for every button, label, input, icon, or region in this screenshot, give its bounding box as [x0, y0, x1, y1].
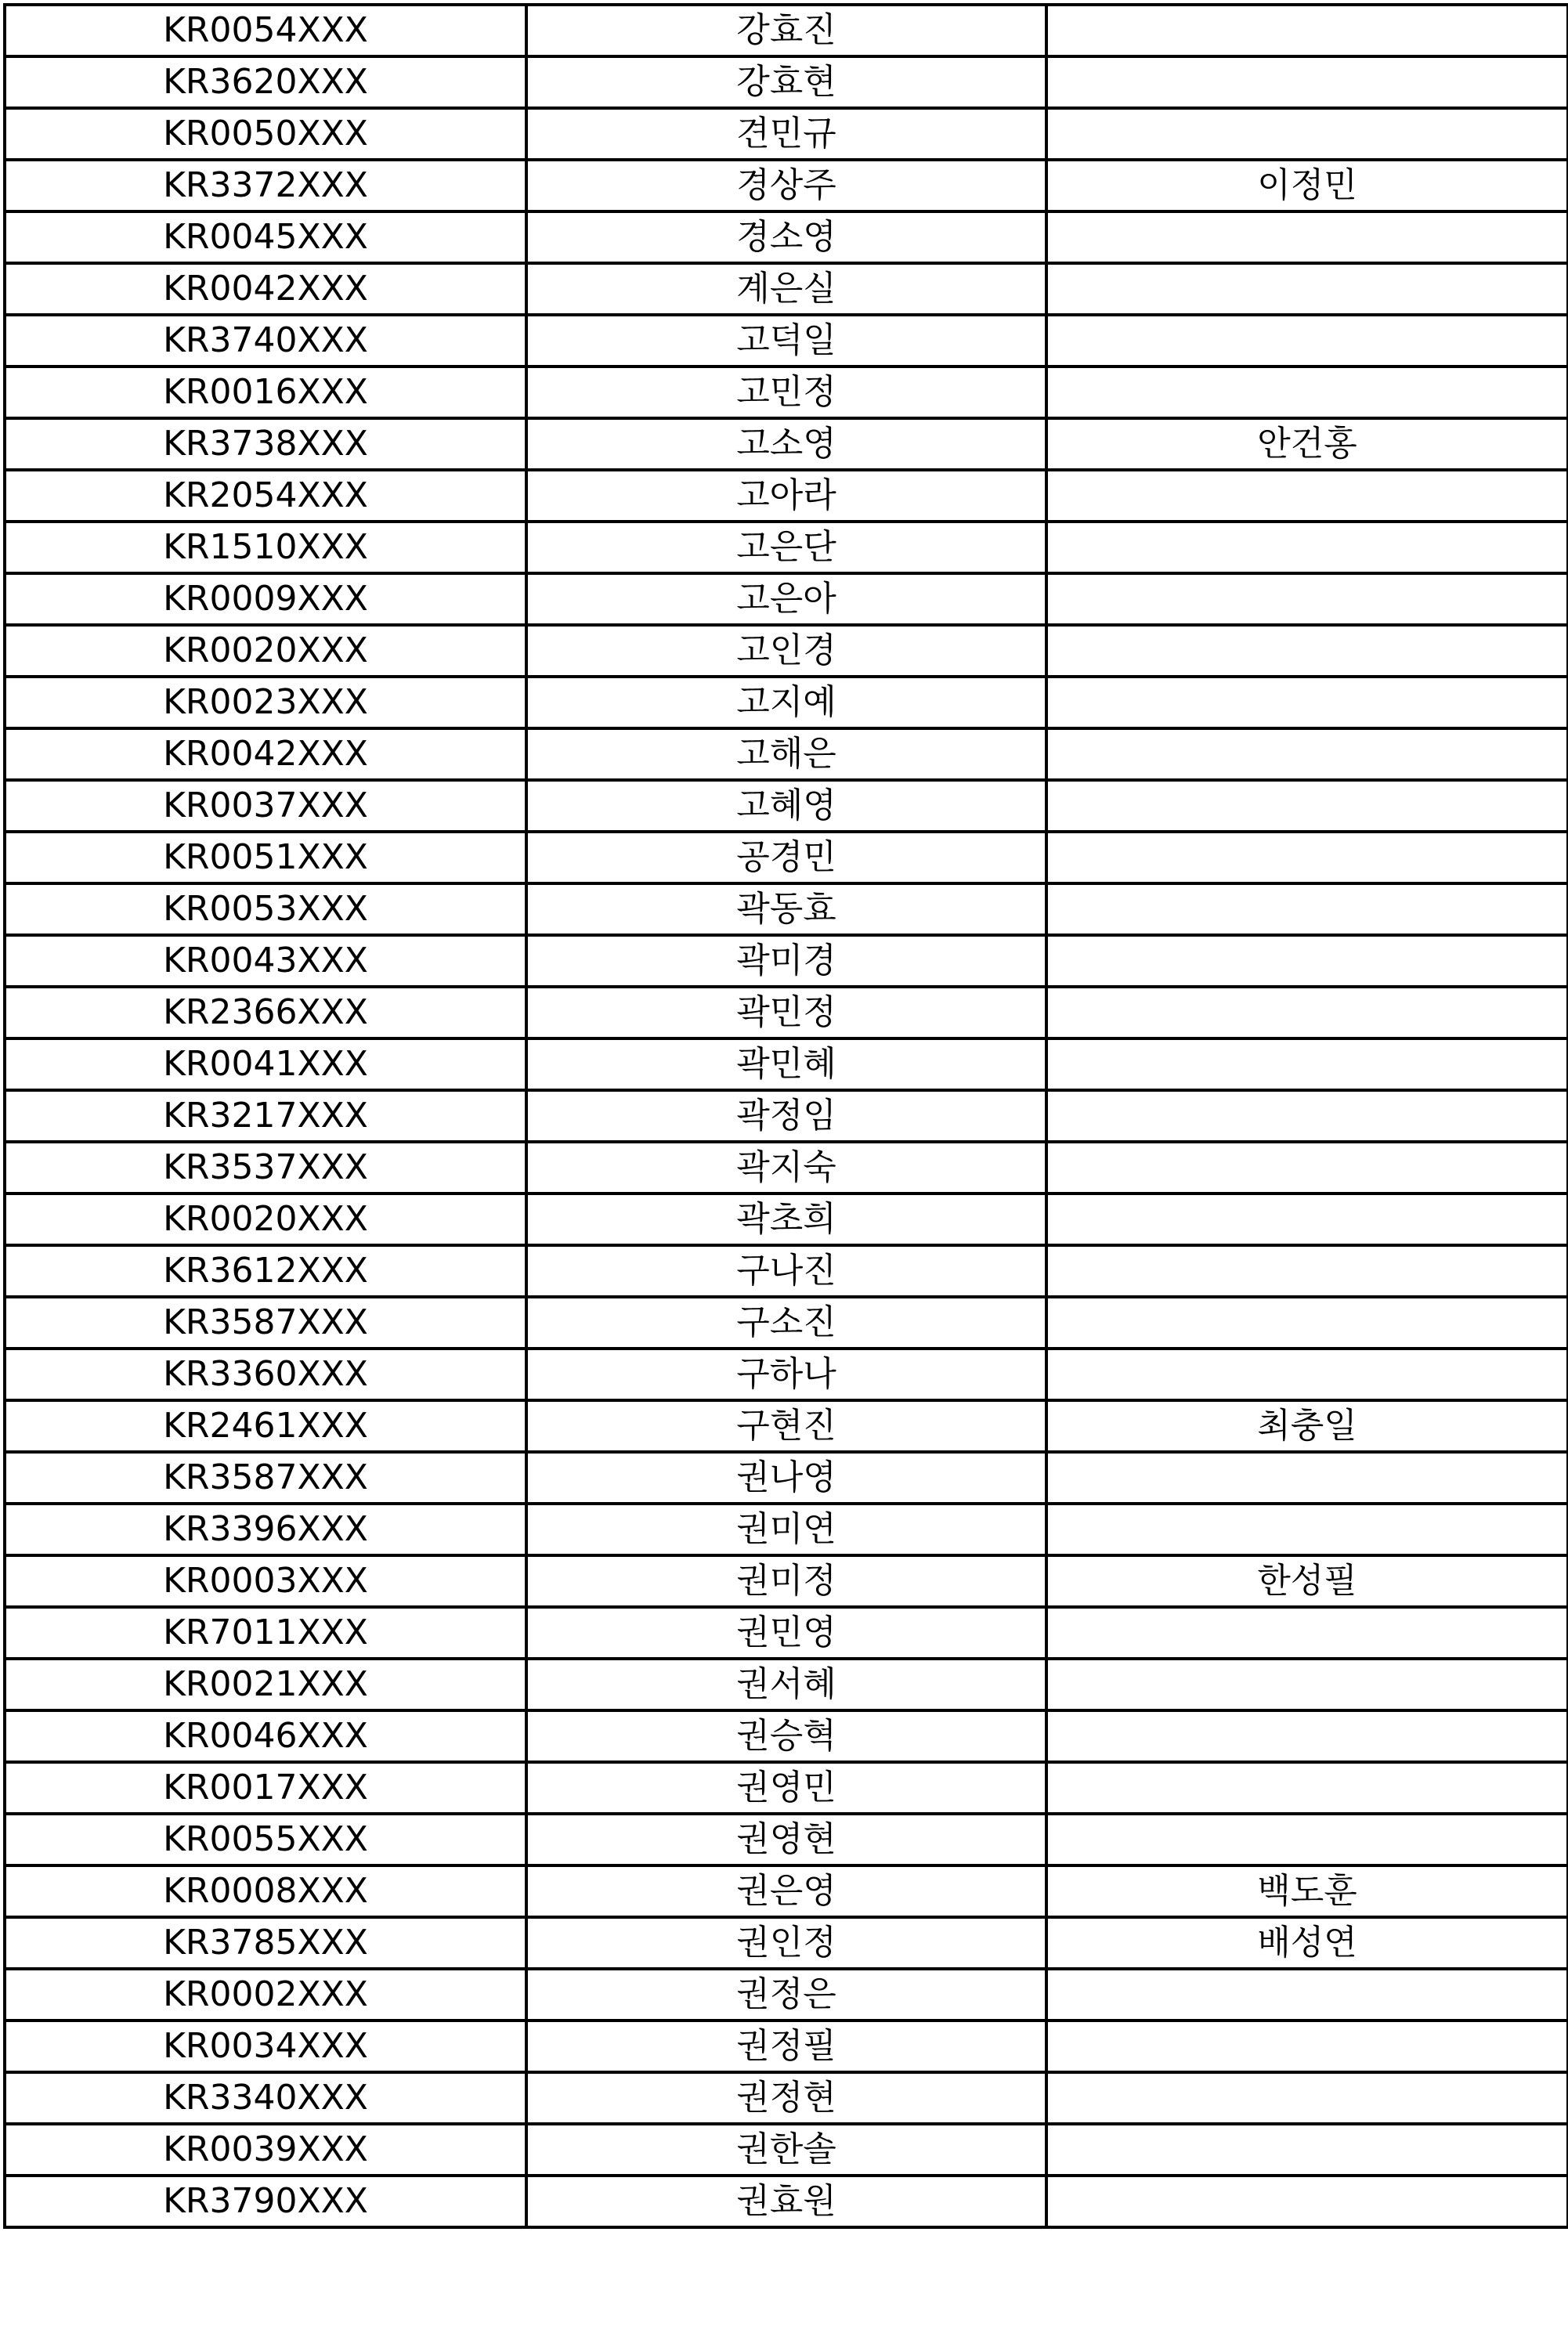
id-cell: KR0042XXX: [5, 728, 526, 780]
table-row: [5, 1814, 1568, 1865]
referrer-cell: [1046, 315, 1568, 367]
name-cell: 곽정임: [526, 1090, 1046, 1142]
table-row: [5, 1555, 1568, 1607]
id-cell: KR0042XXX: [5, 263, 526, 315]
table-row: [5, 2021, 1568, 2072]
referrer-cell: 최충일: [1046, 1400, 1568, 1452]
referrer-cell: [1046, 573, 1568, 625]
table-row: [5, 470, 1568, 522]
name-cell: 경상주: [526, 160, 1046, 211]
referrer-cell: [1046, 2021, 1568, 2072]
id-cell: KR0017XXX: [5, 1762, 526, 1814]
referrer-cell: [1046, 1659, 1568, 1710]
id-cell: KR3790XXX: [5, 2176, 526, 2227]
table-row: [5, 2124, 1568, 2176]
table-row: [5, 56, 1568, 108]
referrer-cell: [1046, 780, 1568, 832]
referrer-cell: [1046, 263, 1568, 315]
id-cell: KR3738XXX: [5, 418, 526, 470]
table-row: [5, 883, 1568, 935]
table-row: [5, 418, 1568, 470]
name-cell: 구하나: [526, 1349, 1046, 1400]
referrer-cell: [1046, 2176, 1568, 2227]
table-row: [5, 1762, 1568, 1814]
referrer-cell: [1046, 677, 1568, 728]
name-cell: 고소영: [526, 418, 1046, 470]
name-cell: 강효현: [526, 56, 1046, 108]
referrer-cell: [1046, 1245, 1568, 1297]
table-row: [5, 1245, 1568, 1297]
id-cell: KR3396XXX: [5, 1504, 526, 1555]
id-cell: KR0021XXX: [5, 1659, 526, 1710]
name-cell: 권정현: [526, 2072, 1046, 2124]
name-cell: 구소진: [526, 1297, 1046, 1349]
name-cell: 권나영: [526, 1452, 1046, 1504]
referrer-cell: [1046, 2072, 1568, 2124]
name-cell: 고혜영: [526, 780, 1046, 832]
roster-table-body: [5, 5, 1568, 2227]
table-row: [5, 1349, 1568, 1400]
table-row: [5, 315, 1568, 367]
id-cell: KR0003XXX: [5, 1555, 526, 1607]
referrer-cell: [1046, 1349, 1568, 1400]
referrer-cell: [1046, 883, 1568, 935]
id-cell: KR3340XXX: [5, 2072, 526, 2124]
name-cell: 고아라: [526, 470, 1046, 522]
referrer-cell: [1046, 1762, 1568, 1814]
table-row: [5, 728, 1568, 780]
id-cell: KR3587XXX: [5, 1297, 526, 1349]
id-cell: KR7011XXX: [5, 1607, 526, 1659]
table-row: [5, 211, 1568, 263]
name-cell: 경소영: [526, 211, 1046, 263]
id-cell: KR0020XXX: [5, 625, 526, 677]
id-cell: KR3612XXX: [5, 1245, 526, 1297]
table-row: [5, 1452, 1568, 1504]
id-cell: KR3620XXX: [5, 56, 526, 108]
table-row: [5, 573, 1568, 625]
table-row: [5, 108, 1568, 160]
referrer-cell: [1046, 832, 1568, 883]
referrer-cell: [1046, 1452, 1568, 1504]
name-cell: 권영민: [526, 1762, 1046, 1814]
name-cell: 곽미경: [526, 935, 1046, 987]
id-cell: KR0051XXX: [5, 832, 526, 883]
table-row: [5, 832, 1568, 883]
id-cell: KR0009XXX: [5, 573, 526, 625]
referrer-cell: [1046, 935, 1568, 987]
table-row: [5, 2072, 1568, 2124]
table-row: [5, 1969, 1568, 2021]
referrer-cell: [1046, 1194, 1568, 1245]
table-row: [5, 5, 1568, 56]
table-row: [5, 780, 1568, 832]
id-cell: KR3372XXX: [5, 160, 526, 211]
table-row: [5, 160, 1568, 211]
referrer-cell: 이정민: [1046, 160, 1568, 211]
id-cell: KR0034XXX: [5, 2021, 526, 2072]
id-cell: KR3537XXX: [5, 1142, 526, 1194]
name-cell: 권서혜: [526, 1659, 1046, 1710]
id-cell: KR3587XXX: [5, 1452, 526, 1504]
name-cell: 권정은: [526, 1969, 1046, 2021]
name-cell: 권인정: [526, 1917, 1046, 1969]
table-row: [5, 1142, 1568, 1194]
name-cell: 곽동효: [526, 883, 1046, 935]
referrer-cell: [1046, 1607, 1568, 1659]
id-cell: KR2461XXX: [5, 1400, 526, 1452]
id-cell: KR0050XXX: [5, 108, 526, 160]
id-cell: KR0053XXX: [5, 883, 526, 935]
id-cell: KR3740XXX: [5, 315, 526, 367]
id-cell: KR0008XXX: [5, 1865, 526, 1917]
name-cell: 고덕일: [526, 315, 1046, 367]
id-cell: KR0037XXX: [5, 780, 526, 832]
table-row: [5, 1038, 1568, 1090]
table-row: [5, 1297, 1568, 1349]
name-cell: 곽지숙: [526, 1142, 1046, 1194]
id-cell: KR1510XXX: [5, 522, 526, 573]
referrer-cell: [1046, 470, 1568, 522]
referrer-cell: [1046, 56, 1568, 108]
name-cell: 권은영: [526, 1865, 1046, 1917]
referrer-cell: [1046, 1090, 1568, 1142]
name-cell: 권효원: [526, 2176, 1046, 2227]
referrer-cell: [1046, 108, 1568, 160]
id-cell: KR0055XXX: [5, 1814, 526, 1865]
table-row: [5, 935, 1568, 987]
name-cell: 권승혁: [526, 1710, 1046, 1762]
table-row: [5, 263, 1568, 315]
name-cell: 구현진: [526, 1400, 1046, 1452]
referrer-cell: 백도훈: [1046, 1865, 1568, 1917]
table-row: [5, 1659, 1568, 1710]
id-cell: KR0020XXX: [5, 1194, 526, 1245]
id-cell: KR0041XXX: [5, 1038, 526, 1090]
referrer-cell: [1046, 1038, 1568, 1090]
referrer-cell: [1046, 5, 1568, 56]
name-cell: 권미정: [526, 1555, 1046, 1607]
table-row: [5, 1710, 1568, 1762]
table-row: [5, 1917, 1568, 1969]
table-row: [5, 1504, 1568, 1555]
id-cell: KR3360XXX: [5, 1349, 526, 1400]
table-row: [5, 625, 1568, 677]
name-cell: 고은아: [526, 573, 1046, 625]
name-cell: 공경민: [526, 832, 1046, 883]
referrer-cell: [1046, 1504, 1568, 1555]
name-cell: 구나진: [526, 1245, 1046, 1297]
referrer-cell: 안건홍: [1046, 418, 1568, 470]
name-cell: 고지예: [526, 677, 1046, 728]
id-cell: KR3785XXX: [5, 1917, 526, 1969]
referrer-cell: [1046, 987, 1568, 1038]
id-cell: KR0039XXX: [5, 2124, 526, 2176]
table-row: [5, 1194, 1568, 1245]
id-cell: KR3217XXX: [5, 1090, 526, 1142]
name-cell: 곽초희: [526, 1194, 1046, 1245]
table-row: [5, 987, 1568, 1038]
name-cell: 견민규: [526, 108, 1046, 160]
table-row: [5, 1400, 1568, 1452]
id-cell: KR0016XXX: [5, 367, 526, 418]
name-cell: 계은실: [526, 263, 1046, 315]
table-row: [5, 1090, 1568, 1142]
name-cell: 곽민정: [526, 987, 1046, 1038]
name-cell: 고인경: [526, 625, 1046, 677]
referrer-cell: [1046, 211, 1568, 263]
name-cell: 강효진: [526, 5, 1046, 56]
referrer-cell: [1046, 728, 1568, 780]
id-cell: KR0045XXX: [5, 211, 526, 263]
id-cell: KR0023XXX: [5, 677, 526, 728]
table-row: [5, 522, 1568, 573]
name-cell: 권미연: [526, 1504, 1046, 1555]
name-cell: 권한솔: [526, 2124, 1046, 2176]
table-row: [5, 677, 1568, 728]
referrer-cell: [1046, 1969, 1568, 2021]
name-cell: 고은단: [526, 522, 1046, 573]
table-row: [5, 367, 1568, 418]
referrer-cell: [1046, 1297, 1568, 1349]
referrer-cell: 한성필: [1046, 1555, 1568, 1607]
table-row: [5, 1865, 1568, 1917]
id-cell: KR2366XXX: [5, 987, 526, 1038]
referrer-cell: [1046, 1710, 1568, 1762]
name-cell: 권영현: [526, 1814, 1046, 1865]
roster-table: [3, 3, 1568, 2229]
referrer-cell: [1046, 1814, 1568, 1865]
referrer-cell: [1046, 522, 1568, 573]
name-cell: 고해은: [526, 728, 1046, 780]
id-cell: KR0054XXX: [5, 5, 526, 56]
name-cell: 고민정: [526, 367, 1046, 418]
referrer-cell: [1046, 2124, 1568, 2176]
id-cell: KR0043XXX: [5, 935, 526, 987]
name-cell: 곽민혜: [526, 1038, 1046, 1090]
referrer-cell: 배성연: [1046, 1917, 1568, 1969]
referrer-cell: [1046, 625, 1568, 677]
id-cell: KR0002XXX: [5, 1969, 526, 2021]
name-cell: 권정필: [526, 2021, 1046, 2072]
table-row: [5, 1607, 1568, 1659]
referrer-cell: [1046, 367, 1568, 418]
referrer-cell: [1046, 1142, 1568, 1194]
table-row: [5, 2176, 1568, 2227]
id-cell: KR2054XXX: [5, 470, 526, 522]
id-cell: KR0046XXX: [5, 1710, 526, 1762]
name-cell: 권민영: [526, 1607, 1046, 1659]
